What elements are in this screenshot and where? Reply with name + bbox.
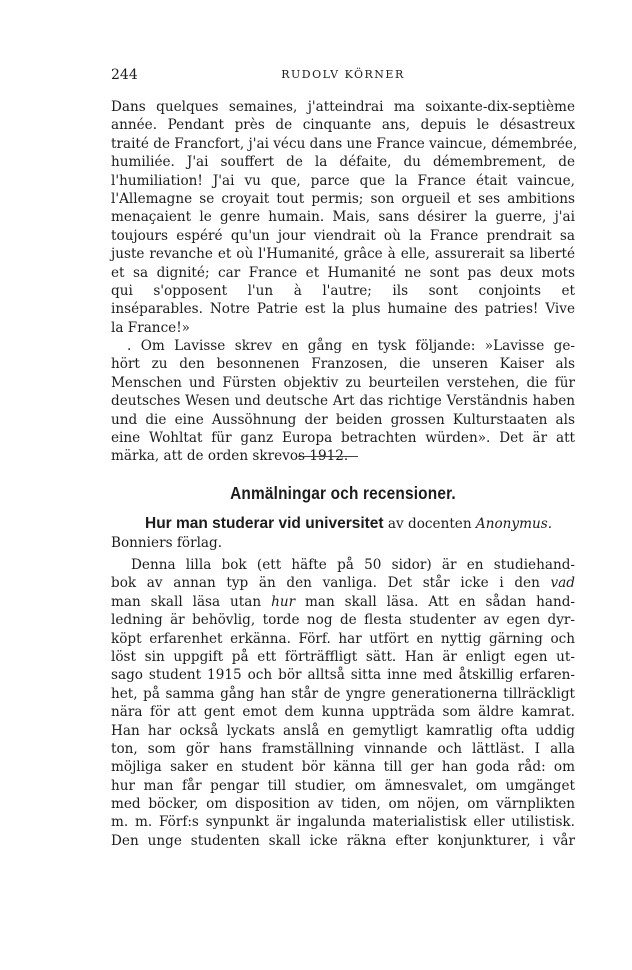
text-line: la France!» bbox=[111, 319, 191, 336]
text-line: ton, som gör hans framställning vinnande och lättläst. I alla bbox=[111, 740, 575, 757]
publisher-line bbox=[111, 534, 575, 552]
text-line: hur man får pengar till studier, om ämnesvalet, om umgänget bbox=[111, 777, 575, 794]
book-title: Hur man studerar vid universitet bbox=[145, 515, 384, 532]
text-line: sago student 1915 och bör alltså sitta inne med åtskillig erfaren- bbox=[111, 667, 575, 684]
emphasis: hur bbox=[271, 593, 296, 610]
text-line: menaçaient le genre humain. Mais, sans désirer la guerre, j'ai bbox=[111, 209, 575, 226]
page-number: 244 bbox=[111, 67, 138, 83]
text-line: man skall läsa utan hur man skall läsa. Att en sådan hand- bbox=[111, 593, 575, 610]
text-line: Menschen und Fürsten objektiv zu beurteilen verstehen, die für bbox=[111, 374, 575, 391]
text-line: et sa dignité; car France et Humanité ne sont pas deux mots bbox=[111, 264, 575, 281]
text-line: ledning är behövlig, torde nog de flesta studenter av egen dyr- bbox=[111, 612, 575, 629]
publisher: Bonniers förlag. bbox=[111, 535, 223, 551]
text-line: löst sin uppgift på ett förträffligt sätt. Han är enligt egen ut- bbox=[111, 648, 575, 665]
text-line: bok av annan typ än den vanliga. Det står icke i den vad bbox=[111, 575, 575, 592]
text-line: toujours espéré qu'un jour viendrait où la France prendrait sa bbox=[111, 227, 575, 244]
text-line: und die eine Aussöhnung der beiden grossen Kulturstaaten als bbox=[111, 411, 575, 428]
text-line: l'humiliation! J'ai vu que, parce que la France était vaincue, bbox=[111, 172, 575, 189]
text-line: deutsches Wesen und deutsche Art das richtige Verständnis haben bbox=[111, 393, 575, 410]
text-line: Han har också lyckats anslå en gemytligt kamratlig ofta uddig bbox=[111, 722, 575, 739]
text-line: eine Wohltat für ganz Europa betrachten würden». Det är att bbox=[111, 429, 575, 446]
text-line: Denna lilla bok (ett häfte på 50 sidor) är en studiehand- bbox=[131, 557, 575, 573]
text-line: humiliée. J'ai souffert de la défaite, du démembrement, de bbox=[111, 154, 575, 171]
text-line: juste revanche et où l'Humanité, grâce à elle, assurerait sa liberté bbox=[111, 246, 575, 263]
text-line: m. m. Förf:s synpunkt är ingalunda materialistisk eller utilistisk. bbox=[111, 814, 575, 831]
section-title: Anmälningar och recensioner. bbox=[230, 483, 456, 503]
text-line: Dans quelques semaines, j'atteindrai ma soixante-dix-septième bbox=[111, 99, 575, 115]
text-line: qui s'opposent l'un à l'autre; ils sont conjoints et bbox=[111, 282, 575, 299]
french-quote-paragraph bbox=[111, 98, 578, 337]
text-line: . Om Lavisse skrev en gång en tysk följande: »Lavisse ge- bbox=[127, 338, 575, 354]
text-line: möjliga saker en student bör känna till ger han goda råd: om bbox=[111, 759, 575, 776]
by-text: av docenten bbox=[383, 516, 476, 532]
text-line: nära för att gent emot dem kunna uppträda som äldre kamrat. bbox=[111, 704, 575, 721]
text-line: hört zu den besonnenen Franzosen, die unseren Kaiser als bbox=[111, 356, 575, 373]
section-divider bbox=[298, 456, 358, 457]
running-head: RUDOLV KÖRNER bbox=[281, 68, 405, 81]
text-line: l'Allemagne se croyait tout permis; son orgueil et ses ambitions bbox=[111, 190, 575, 207]
emphasis: vad bbox=[550, 575, 575, 592]
text-line: traité de Francfort, j'ai vécu dans une France vaincue, démembrée, bbox=[111, 135, 578, 152]
text-line: med böcker, om disposition av tiden, om nöjen, om värnplikten bbox=[111, 796, 575, 813]
text-line: année. Pendant près de cinquante ans, depuis le désastreux bbox=[111, 117, 575, 134]
text-line: märka, att de orden skrevos 1912. bbox=[111, 448, 349, 465]
text-line: het, på samma gång han står de yngre generationerna tillräckligt bbox=[111, 685, 575, 702]
text-line: köpt erfarenhet erkänna. Förf. har utfört en nyttig gärning och bbox=[111, 630, 575, 647]
text-line: Den unge studenten skall icke räkna efter konjunkturer, i vår bbox=[111, 832, 575, 849]
page-header bbox=[111, 66, 575, 84]
review-paragraph bbox=[111, 556, 575, 850]
lavisse-paragraph bbox=[111, 337, 575, 466]
review-heading bbox=[145, 515, 552, 533]
review-author: Anonymus. bbox=[475, 516, 553, 532]
text-line: inséparables. Notre Patrie est la plus humaine des patries! Vive bbox=[111, 301, 575, 318]
